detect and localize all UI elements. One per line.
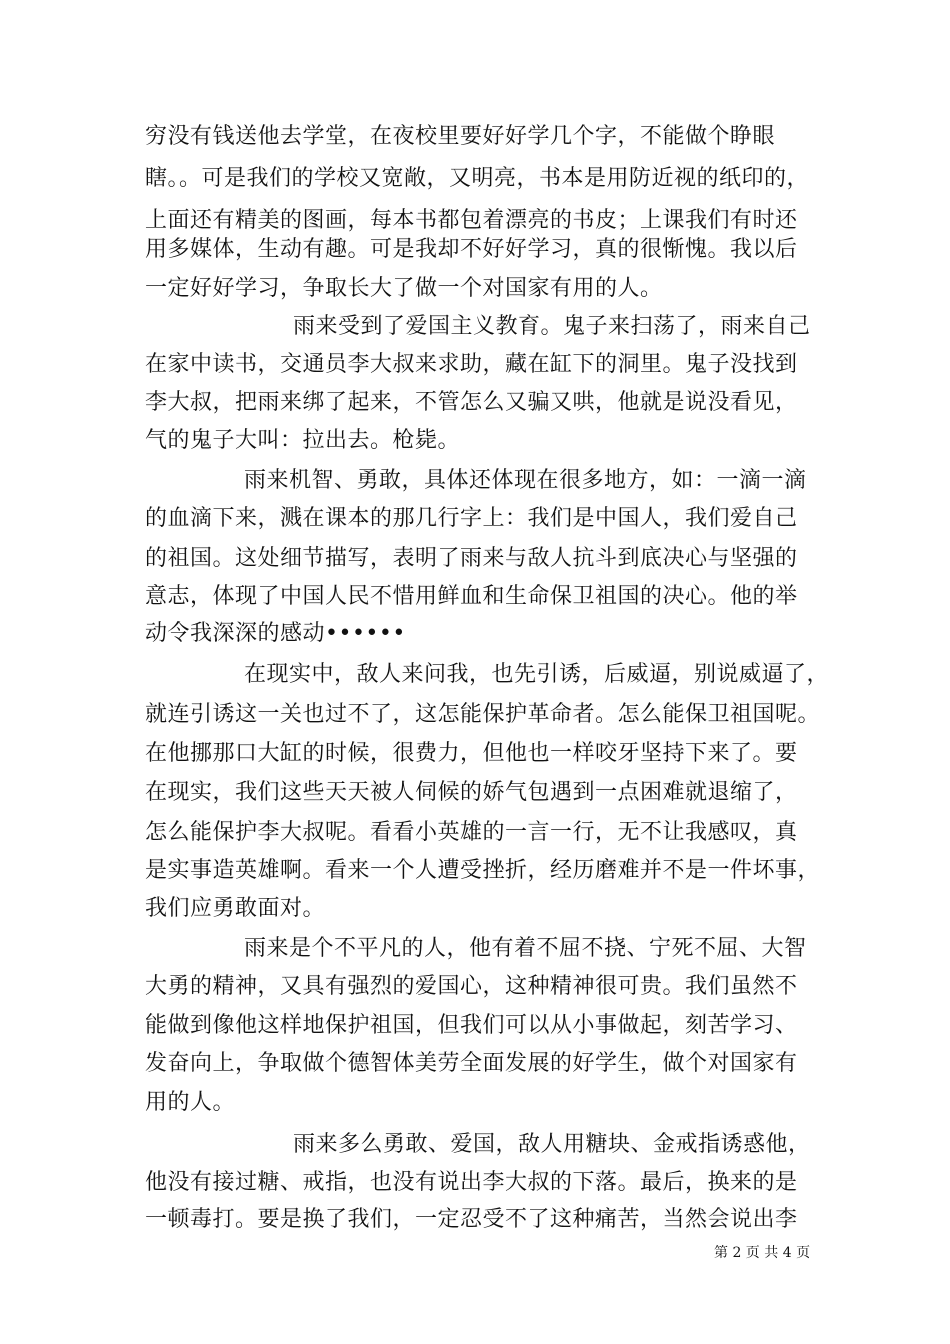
- text-line: 大勇的精神，又具有强烈的爱国心，这种精神很可贵。我们虽然不: [145, 974, 798, 999]
- text-line: 发奋向上，争取做个德智体美劳全面发展的好学生，做个对国家有: [145, 1051, 798, 1076]
- page-number-footer: 第 2 页 共 4 页: [714, 1245, 811, 1261]
- text-line: 就连引诱这一关也过不了，这怎能保护革命者。怎么能保卫祖国呢。: [145, 702, 821, 727]
- text-line: 雨来受到了爱国主义教育。鬼子来扫荡了，雨来自己: [293, 314, 811, 339]
- text-line: 用的人。: [145, 1090, 236, 1115]
- text-line: 瞎。。可是我们的学校又宽敞，又明亮，书本是用防近视的纸印的，: [145, 166, 810, 191]
- text-line: 雨来多么勇敢、爱国，敌人用糖块、金戒指诱惑他，: [293, 1132, 811, 1157]
- text-line: 怎么能保护李大叔呢。看看小英雄的一言一行，无不让我感叹，真: [145, 820, 798, 845]
- text-line: 用多媒体，生动有趣。可是我却不好好学习，真的很惭愧。我以后: [145, 237, 798, 262]
- text-line: 李大叔，把雨来绑了起来，不管怎么又骗又哄，他就是说没看见，: [145, 390, 798, 415]
- text-line: 的血滴下来，溅在课本的那几行字上：我们是中国人，我们爱自己: [145, 506, 798, 531]
- text-line: 的祖国。这处细节描写，表明了雨来与敌人抗斗到底决心与坚强的: [145, 546, 798, 571]
- text-line: 是实事造英雄啊。看来一个人遭受挫折，经历磨难并不是一件坏事，: [145, 858, 821, 883]
- text-line: 在现实中，敌人来问我，也先引诱，后威逼，别说威逼了，: [244, 662, 830, 687]
- text-line: 一定好好学习，争取长大了做一个对国家有用的人。: [145, 276, 663, 301]
- text-line: 他没有接过糖、戒指，也没有说出李大叔的下落。最后，换来的是: [145, 1170, 798, 1195]
- text-line: 意志，体现了中国人民不惜用鲜血和生命保卫祖国的决心。他的举: [145, 584, 798, 609]
- text-line: 能做到像他这样地保护祖国，但我们可以从小事做起，刻苦学习、: [145, 1013, 798, 1038]
- text-line: 雨来机智、勇敢，具体还体现在很多地方，如：一滴一滴: [244, 468, 807, 493]
- text-line: 穷没有钱送他去学堂，在夜校里要好好学几个字，不能做个睁眼: [145, 124, 776, 149]
- text-line: 在家中读书，交通员李大叔来求助，藏在缸下的洞里。鬼子没找到: [145, 352, 798, 377]
- text-line: 气的鬼子大叫：拉出去。枪毙。: [145, 428, 461, 453]
- text-line: 我们应勇敢面对。: [145, 896, 326, 921]
- text-line: 一顿毒打。要是换了我们，一定忍受不了这种痛苦，当然会说出李: [145, 1207, 798, 1232]
- text-line: 上面还有精美的图画，每本书都包着漂亮的书皮；上课我们有时还: [145, 208, 798, 233]
- text-line: 雨来是个不平凡的人，他有着不屈不挠、宁死不屈、大智: [244, 936, 807, 961]
- text-line: 动令我深深的感动••••••: [145, 621, 406, 646]
- text-line: 在他挪那口大缸的时候，很费力，但他也一样咬牙坚持下来了。要: [145, 741, 798, 766]
- text-line: 在现实，我们这些天天被人伺候的娇气包遇到一点困难就退缩了，: [145, 780, 798, 805]
